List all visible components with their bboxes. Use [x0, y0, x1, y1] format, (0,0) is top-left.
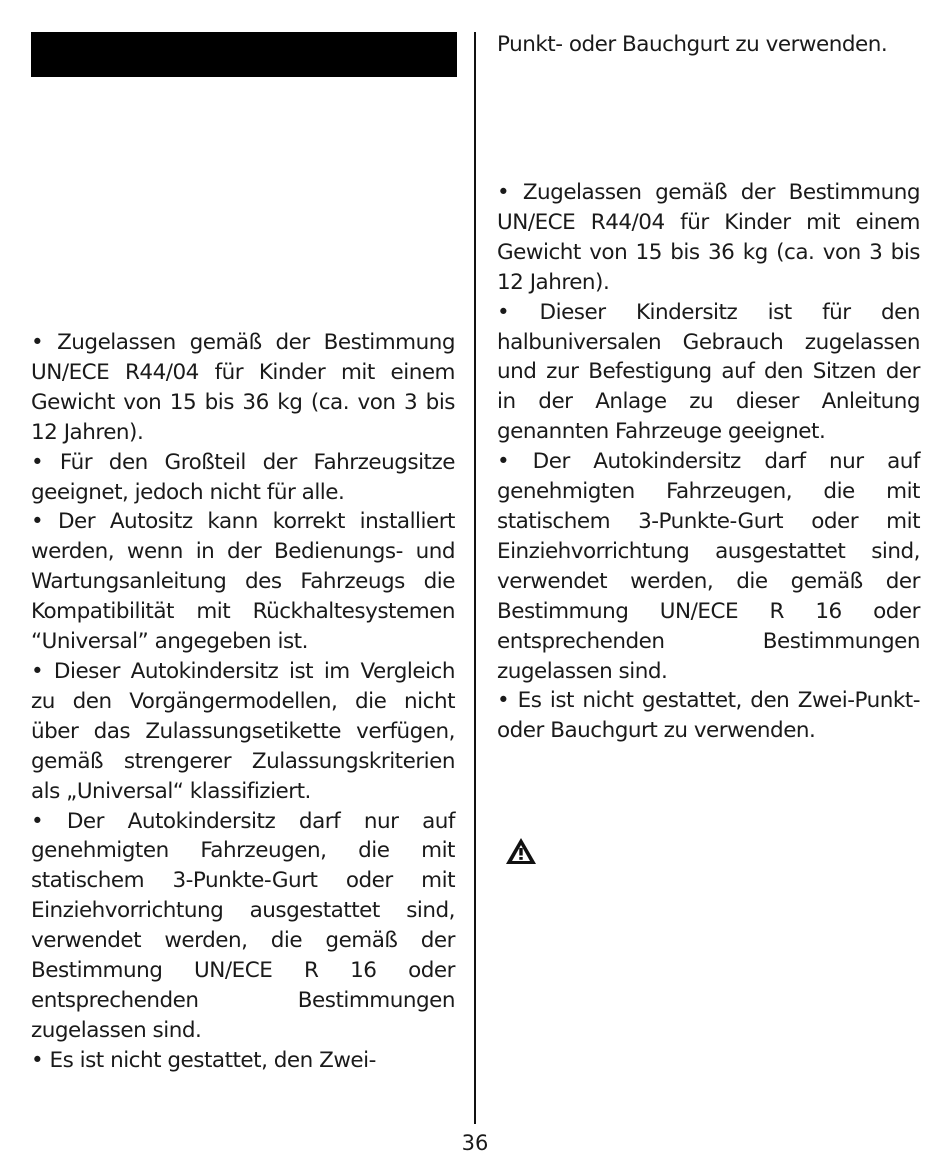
- page-number: 36: [461, 1131, 489, 1155]
- left-paragraph-1: • Zugelassen gemäß der Bestimmung UN/ECE R44/04 für Kinder mit einem Gewicht von 15 bis 36 kg (ca. von 3 bis 12 Jahren).: [31, 330, 455, 445]
- right-paragraph-4: • Es ist nicht gestattet, den Zwei-Punkt- oder Bauchgurt zu verwenden.: [497, 688, 920, 744]
- right-column-continuation: [497, 30, 920, 60]
- header-bar: [31, 32, 457, 77]
- column-divider: [474, 32, 476, 1124]
- left-paragraph-2: • Für den Großteil der Fahrzeugsitze geeignet, jedoch nicht für alle.: [31, 449, 455, 505]
- left-paragraph-6: • Es ist nicht gestattet, den Zwei-: [31, 1047, 376, 1073]
- left-paragraph-3: • Der Autositz kann korrekt installiert werden, wenn in der Bedienungs- und Wartungsanleitung des Fahrzeugs die Kompatibilität mit Rückhaltesystemen “Universal” angegeben ist.: [31, 509, 455, 655]
- right-continuation-text: Punkt- oder Bauchgurt zu verwenden.: [497, 32, 888, 57]
- left-paragraph-4: • Dieser Autokindersitz ist im Vergleich zu den Vorgängermodellen, die nicht über das Zulassungsetikette verfügen, gemäß strengerer Zulassungskriterien als „Universal“ klassifiziert.: [31, 658, 455, 804]
- left-paragraph-5: • Der Autokindersitz darf nur auf genehmigten Fahrzeugen, die mit statischem 3-Punkte-Gurt oder mit Einziehvorrichtung ausgestattet sind, verwendet werden, die gemäß der Bestimmung UN/ECE R 16 oder entsprechenden Bestimmungen zugelassen sind.: [31, 808, 455, 1043]
- left-column: [31, 328, 455, 1076]
- right-paragraph-3: • Der Autokindersitz darf nur auf genehmigten Fahrzeugen, die mit statischem 3-Punkte-Gurt oder mit Einziehvorrichtung ausgestattet sind, verwendet werden, die gemäß der Bestimmung UN/ECE R 16 oder entsprechenden Bestimmungen zugelassen sind.: [497, 449, 920, 684]
- right-column: [497, 178, 920, 746]
- right-paragraph-1: • Zugelassen gemäß der Bestimmung UN/ECE R44/04 für Kinder mit einem Gewicht von 15 bis 36 kg (ca. von 3 bis 12 Jahren).: [497, 180, 920, 295]
- warning-triangle-icon: [504, 836, 538, 866]
- right-paragraph-2: • Dieser Kindersitz ist für den halbuniversalen Gebrauch zugelassen und zur Befestigung auf den Sitzen der in der Anlage zu dieser Anleitung genannten Fahrzeuge geeignet.: [497, 299, 920, 445]
